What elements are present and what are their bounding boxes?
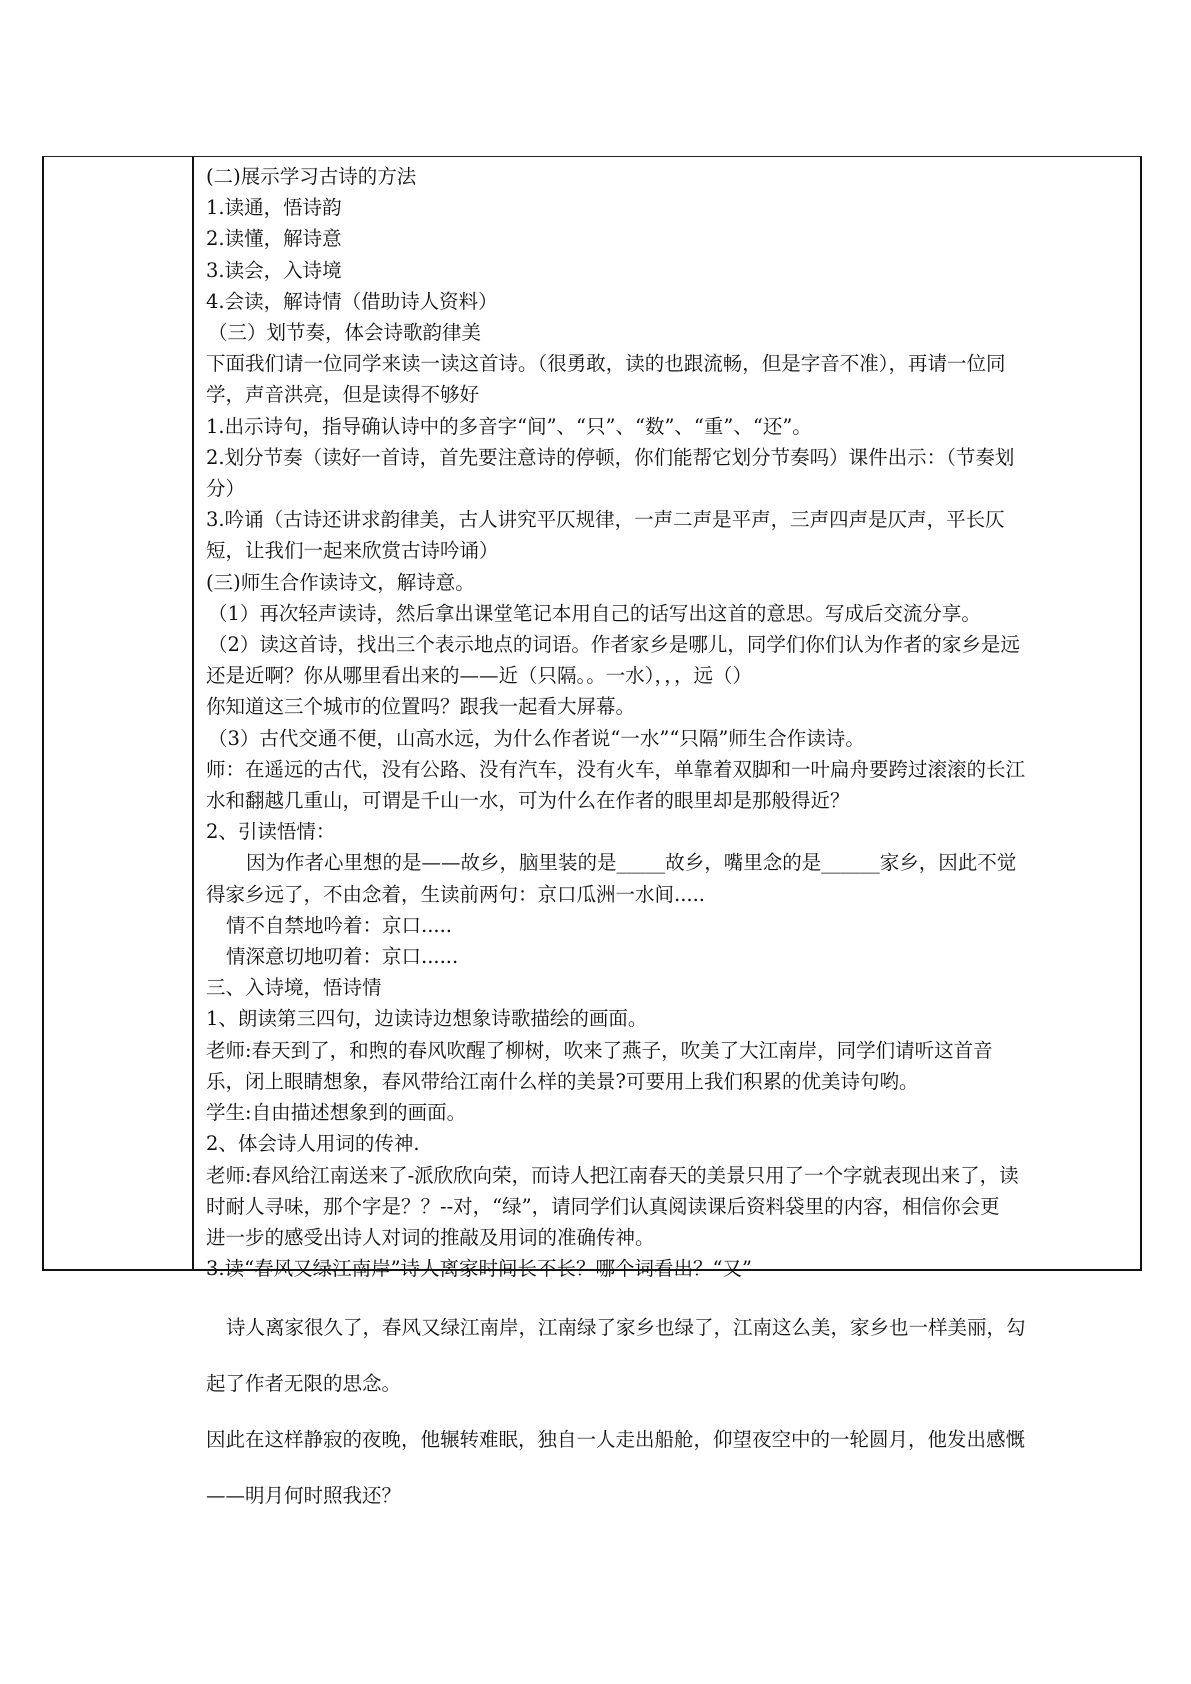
text-line: 1.读通，悟诗韵: [206, 196, 342, 220]
text-line: 4.会读，解诗情（借助诗人资料）: [206, 289, 498, 313]
text-line: （3）古代交通不便，山高水远，为什么作者说“一水”“只隔”师生合作读诗。: [208, 726, 865, 750]
text-line: 水和翻越几重山，可谓是千山一水，可为什么在作者的眼里却是那般得近？: [206, 789, 850, 813]
text-line: 2.划分节奏（读好一首诗，首先要注意诗的停顿，你们能帮它划分节奏吗）课件出示：（节奏划: [206, 445, 1015, 469]
text-line: 进一步的感受出诗人对词的推敲及用词的准确传神。: [206, 1225, 655, 1249]
text-line: 3.读会，入诗境: [206, 258, 342, 282]
section-heading: 2、引读悟情：: [206, 820, 336, 844]
text-line: 短，让我们一起来欣赏古诗吟诵）: [206, 539, 499, 563]
paragraph-gap: [206, 1284, 1130, 1300]
text-line: （1）再次轻声读诗，然后拿出课堂笔记本用自己的话写出这首的意思。写成后交流分享。: [208, 601, 981, 625]
text-line: 师：在遥远的古代，没有公路、没有汽车，没有火车，单靠着双脚和一叶扁舟要跨过滚滚的长江: [206, 757, 1026, 781]
text-line: 你知道这三个城市的位置吗？跟我一起看大屏幕。: [206, 695, 636, 719]
table-left-column: [44, 157, 194, 1269]
text-line: 分）: [206, 477, 246, 501]
text-line: 乐，闭上眼睛想象，春风带给江南什么样的美景?可要用上我们积累的优美诗句哟。: [206, 1069, 919, 1093]
text-line: 诗人离家很久了，春风又绿江南岸，江南绿了家乡也绿了，江南这么美，家乡也一样美丽，勾: [226, 1316, 1026, 1340]
section-heading: (三)师生合作读诗文，解诗意。: [206, 570, 475, 594]
text-line: 情深意切地叨着：京口......: [226, 945, 459, 969]
text-line: 学生:自由描述想象到的画面。: [206, 1101, 467, 1125]
text-line: 3.读“春风又绿江南岸”诗人离家时间长不长？哪个词看出？“又”: [206, 1257, 752, 1281]
text-line: 得家乡远了，不由念着，生读前两句：京口瓜洲一水间.....: [206, 882, 705, 906]
text-line: 情不自禁地吟着：京口.....: [226, 913, 452, 937]
text-line: 1.出示诗句，指导确认诗中的多音字“间”、“只”、“数”、“重”、“还”。: [206, 414, 812, 438]
text-line: 学，声音洪亮，但是读得不够好: [206, 383, 480, 407]
text-line: 因为作者心里想的是——故乡，脑里装的是_____故乡，嘴里念的是______家乡，因此不觉: [246, 851, 1017, 875]
section-heading: 三、入诗境，悟诗情: [206, 976, 382, 1000]
text-line: 起了作者无限的思念。: [206, 1372, 402, 1396]
text-line: 3.吟诵（古诗还讲求韵律美，古人讲究平仄规律，一声二声是平声，三声四声是仄声，平长仄: [206, 508, 1005, 532]
text-line: 因此在这样静寂的夜晚，他辗转难眠，独自一人走出船舱，仰望夜空中的一轮圆月，他发出感慨: [206, 1428, 1026, 1452]
text-line: 下面我们请一位同学来读一读这首诗。（很勇敢，读的也跟流畅，但是字音不准），再请一位同: [206, 352, 1006, 376]
text-line: 时耐人寻味，那个字是？？--对，“绿”，请同学们认真阅读课后资料袋里的内容，相信你会更: [206, 1194, 1000, 1218]
lesson-table: [42, 156, 1142, 1508]
text-line: 1、朗读第三四句，边读诗边想象诗歌描绘的画面。: [206, 1007, 648, 1031]
table-content-column: [196, 157, 1140, 1508]
text-line: 老师:春天到了，和煦的春风吹醒了柳树，吹来了燕子，吹美了大江南岸，同学们请听这首音: [206, 1038, 993, 1062]
text-line: 2.读懂，解诗意: [206, 227, 342, 251]
text-line: 老师:春风给江南送来了-派欣欣向荣，而诗人把江南春天的美景只用了一个字就表现出来了，读: [206, 1163, 1019, 1187]
text-line: 2、体会诗人用词的传神.: [206, 1132, 420, 1156]
section-heading: (二)展示学习古诗的方法: [206, 165, 417, 188]
text-line: 还是近啊？你从哪里看出来的——近（只隔。。一水），，，远（）: [206, 664, 753, 688]
section-heading: （三）划节奏，体会诗歌韵律美: [208, 321, 482, 345]
text-line: （2）读这首诗，找出三个表示地点的词语。作者家乡是哪儿，同学们你们认为作者的家乡是远: [208, 633, 1020, 657]
text-line: ——明月何时照我还？: [206, 1484, 402, 1508]
